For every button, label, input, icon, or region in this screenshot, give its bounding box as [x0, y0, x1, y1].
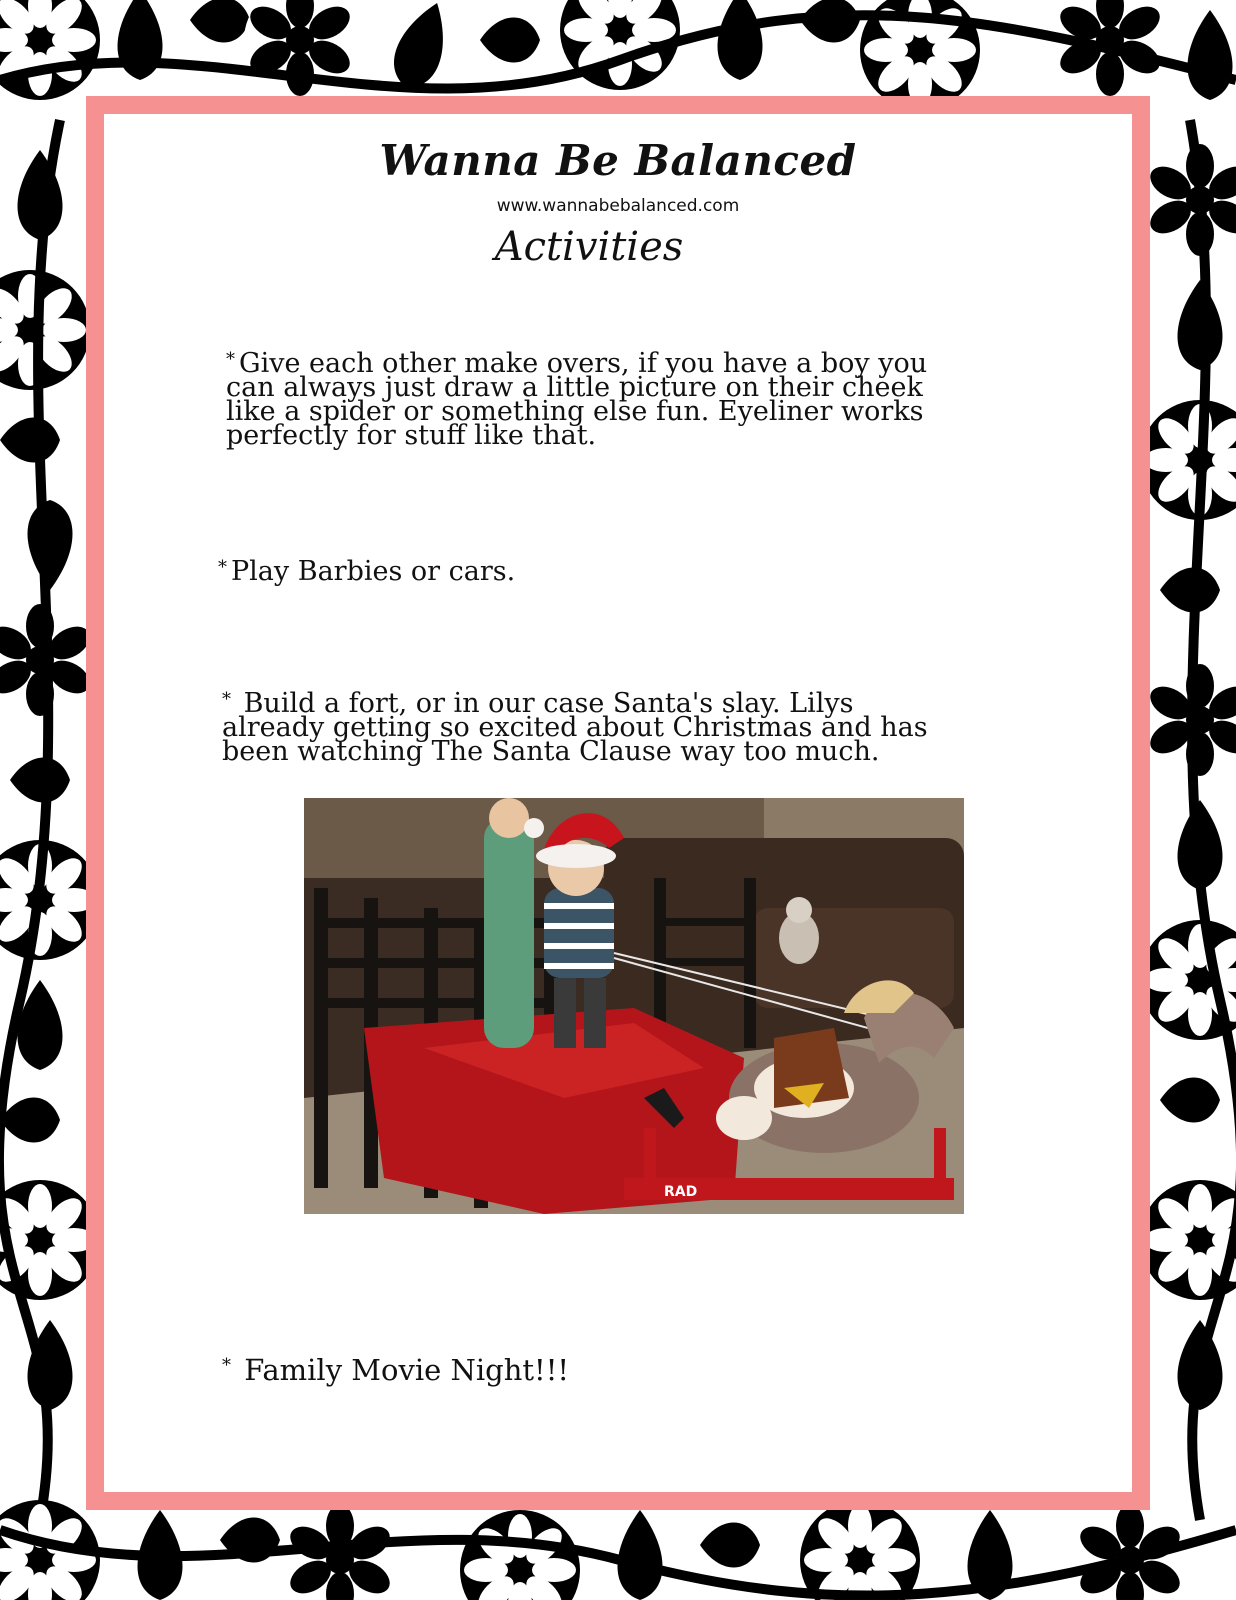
brand-title: Wanna Be Balanced: [379, 136, 857, 185]
activity-line: Build a fort, or in our case Santa's slay. Lilys: [243, 688, 854, 719]
sled-lettering: RAD: [664, 1184, 698, 1200]
activity-line: perfectly for stuff like that.: [226, 420, 597, 451]
activity-line: Family Movie Night!!!: [244, 1353, 570, 1387]
activity-item-makeovers: [226, 348, 1026, 451]
page-frame: [86, 96, 1150, 1510]
activity-line: can always just draw a little picture on their cheek: [226, 372, 923, 403]
section-title: Activities: [494, 224, 684, 270]
activity-line: like a spider or something else fun. Eyeliner works: [226, 396, 924, 427]
activity-line: Play Barbies or cars.: [231, 556, 516, 587]
activity-item-barbies: [218, 556, 1018, 587]
activity-photo: [304, 798, 964, 1214]
bullet-mark: *: [222, 689, 231, 710]
activity-item-movie-night: [222, 1353, 1022, 1387]
activity-line: been watching The Santa Clause way too much.: [222, 736, 880, 767]
bullet-mark: *: [222, 1355, 231, 1376]
activity-line: already getting so excited about Christmas and has: [222, 712, 928, 743]
photo-illustration: [304, 798, 964, 1214]
activity-item-fort: [222, 688, 1042, 767]
brand-url: www.wannabebalanced.com: [496, 196, 740, 216]
bullet-mark: *: [226, 349, 235, 370]
activity-line: Give each other make overs, if you have a boy you: [239, 348, 928, 379]
bullet-mark: *: [218, 557, 227, 578]
